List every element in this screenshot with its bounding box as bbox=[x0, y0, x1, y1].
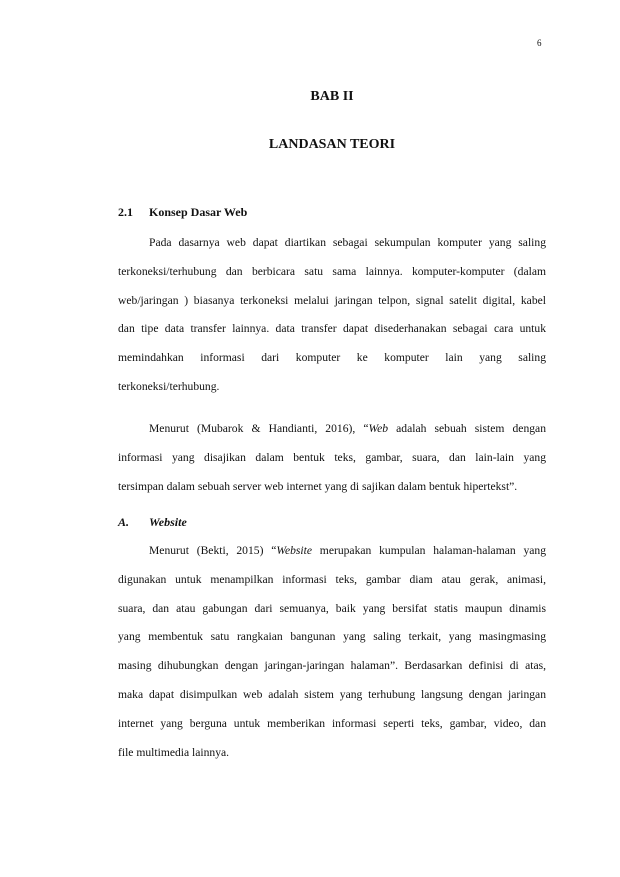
paragraph-line: yang membentuk satu rangkaian bangunan yang saling terkait, yang masingmasing bbox=[118, 630, 546, 644]
paragraph-line bbox=[118, 537, 546, 566]
paragraph-line: informasi yang disajikan dalam bentuk teks, gambar, suara, dan lain-lain yang bbox=[118, 450, 546, 464]
italic-term: Web bbox=[368, 422, 389, 435]
section-heading-2-1 bbox=[118, 205, 247, 219]
subsection-title: Website bbox=[149, 515, 187, 529]
paragraph-line: terkoneksi/terhubung dan berbicara satu sama lainnya. komputer-komputer (dalam bbox=[118, 264, 546, 278]
paragraph-web-definition bbox=[118, 229, 546, 402]
italic-term: Website bbox=[276, 544, 313, 557]
paragraph-line: file multimedia lainnya. bbox=[118, 745, 230, 759]
paragraph-line bbox=[118, 415, 546, 444]
chapter-number: BAB II bbox=[310, 89, 354, 104]
paragraph-line: tersimpan dalam sebuah server web internet yang di sajikan dalam bentuk hipertekst”. bbox=[118, 479, 518, 493]
paragraph-line: web/jaringan ) biasanya terkoneksi melalui jaringan telpon, signal satelit digital, kabel bbox=[118, 293, 546, 307]
section-title: Konsep Dasar Web bbox=[149, 205, 248, 219]
text-prefix: Menurut (Bekti, 2015) “ bbox=[149, 544, 277, 557]
paragraph-web-quote bbox=[118, 415, 546, 501]
paragraph-line: terkoneksi/terhubung. bbox=[118, 379, 220, 393]
text-prefix: Menurut (Mubarok & Handianti, 2016), “ bbox=[149, 422, 369, 435]
paragraph-line: Pada dasarnya web dapat diartikan sebagai sekumpulan komputer yang saling bbox=[149, 236, 546, 249]
paragraph-line: internet yang berguna untuk memberikan informasi seperti teks, gambar, video, dan bbox=[118, 716, 546, 730]
paragraph-line: dan tipe data transfer lainnya. data transfer dapat disederhanakan sebagai cara untuk bbox=[118, 322, 546, 336]
paragraph-website-definition bbox=[118, 537, 546, 767]
subsection-heading-a bbox=[118, 515, 187, 529]
paragraph-line: maka dapat disimpulkan web adalah sistem yang terhubung langsung dengan jaringan bbox=[118, 687, 546, 701]
paragraph-line: digunakan untuk menampilkan informasi teks, gambar diam atau gerak, animasi, bbox=[118, 572, 546, 586]
text-suffix: adalah sebuah sistem dengan bbox=[388, 422, 546, 435]
chapter-title: LANDASAN TEORI bbox=[268, 137, 396, 152]
paragraph-line: memindahkan informasi dari komputer ke komputer lain yang saling bbox=[118, 351, 546, 365]
page-number: 6 bbox=[537, 38, 542, 48]
paragraph-line: suara, dan atau gabungan dari semuanya, baik yang bersifat statis maupun dinamis bbox=[118, 601, 546, 615]
paragraph-line: masing dihubungkan dengan jaringan-jaringan halaman”. Berdasarkan definisi di atas, bbox=[118, 659, 546, 673]
section-number: 2.1 bbox=[118, 205, 133, 219]
text-suffix: merupakan kumpulan halaman-halaman yang bbox=[312, 544, 546, 557]
subsection-number: A. bbox=[118, 515, 130, 529]
